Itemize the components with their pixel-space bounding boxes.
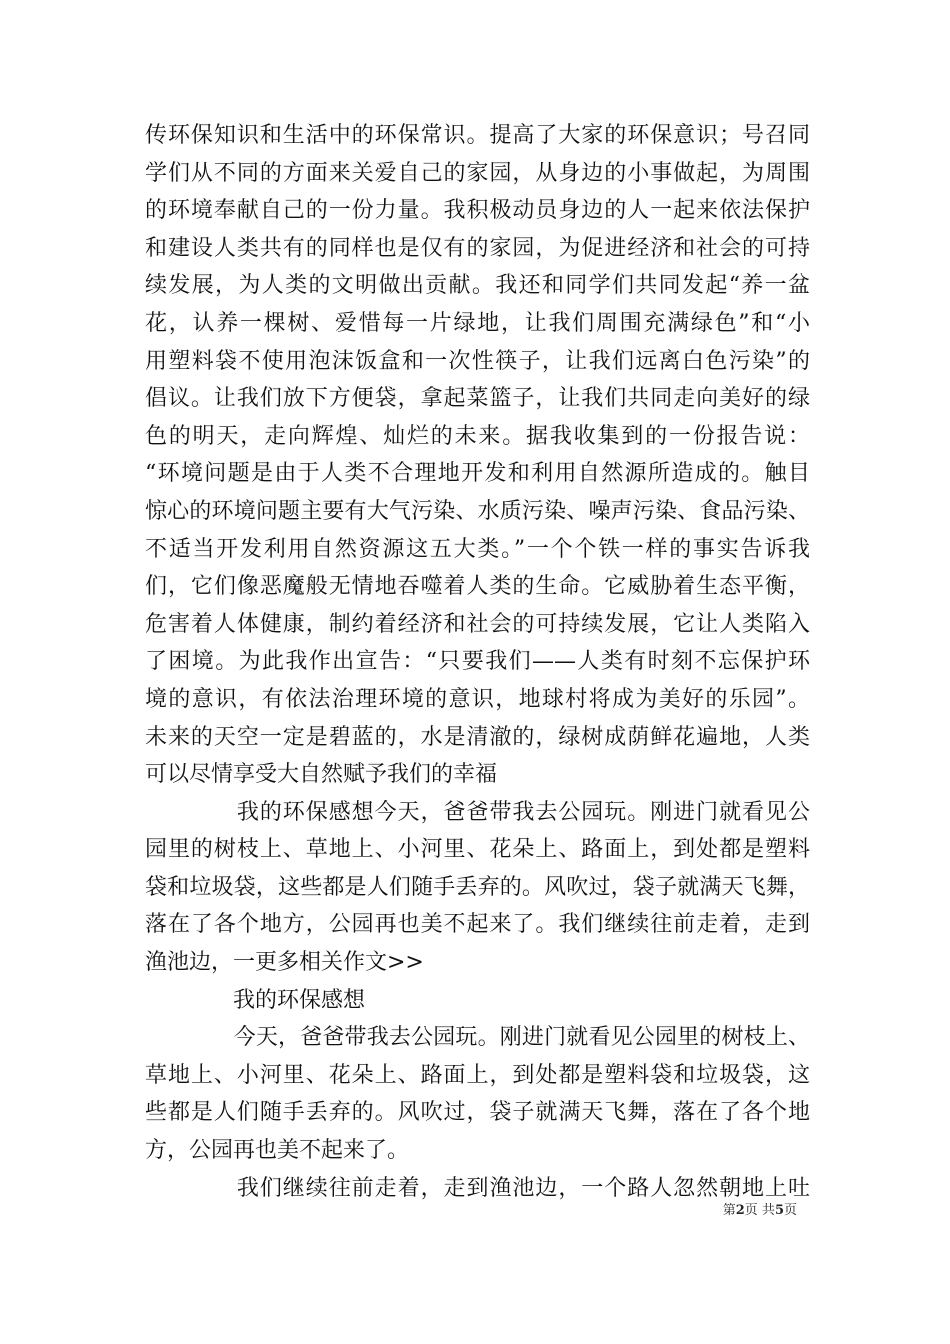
text-line: 色的明天，走向辉煌、灿烂的未来。据我收集到的一份报告说： [145, 423, 810, 449]
text-line: 未来的天空一定是碧蓝的，水是清澈的，绿树成荫鲜花遍地，人类 [145, 724, 810, 750]
page-number-prefix: 第 [722, 1203, 736, 1218]
body-text [145, 117, 810, 1207]
text-line: 危害着人体健康，制约着经济和社会的可持续发展，它让人类陷入 [145, 611, 810, 637]
page-number-middle: 页 共 [744, 1203, 775, 1218]
text-line: 我们继续往前走着，走到渔池边，一个路人忽然朝地上吐 [145, 1175, 810, 1201]
text-line: 不适当开发利用自然资源这五大类。”一个个铁一样的事实告诉我 [145, 536, 810, 562]
text-line: 些都是人们随手丢弃的。风吹过，袋子就满天飞舞，落在了各个地 [145, 1100, 810, 1126]
text-line: 的环境奉献自己的一份力量。我积极动员身边的人一起来依法保护 [145, 198, 810, 224]
text-line: 了困境。为此我作出宣告：“只要我们——人类有时刻不忘保护环 [145, 649, 810, 675]
text-line: 可以尽情享受大自然赋予我们的幸福 [145, 762, 498, 788]
text-line: 今天，爸爸带我去公园玩。刚进门就看见公园里的树枝上、 [145, 1025, 810, 1051]
text-line: 倡议。让我们放下方便袋，拿起菜篮子，让我们共同走向美好的绿 [145, 386, 810, 412]
text-line: 园里的树枝上、草地上、小河里、花朵上、路面上，到处都是塑料 [145, 837, 810, 863]
text-line: 袋和垃圾袋，这些都是人们随手丢弃的。风吹过，袋子就满天飞舞， [145, 874, 810, 900]
text-line: 我的环保感想今天，爸爸带我去公园玩。刚进门就看见公 [145, 799, 810, 825]
text-line: 境的意识，有依法治理环境的意识，地球村将成为美好的乐园”。 [145, 686, 810, 712]
text-line: 惊心的环境问题主要有大气污染、水质污染、噪声污染、食品污染、 [145, 498, 810, 524]
text-line: 落在了各个地方，公园再也美不起来了。我们继续往前走着，走到 [145, 912, 810, 938]
text-line: 用塑料袋不使用泡沫饭盒和一次性筷子，让我们远离白色污染”的 [145, 348, 810, 374]
text-line: 草地上、小河里、花朵上、路面上，到处都是塑料袋和垃圾袋，这 [145, 1062, 810, 1088]
total-page-number: 5 [774, 1203, 784, 1218]
text-line: 续发展，为人类的文明做出贡献。我还和同学们共同发起“养一盆 [145, 273, 810, 299]
text-line: “环境问题是由于人类不合理地开发和利用自然源所造成的。触目 [145, 461, 810, 487]
current-page-number: 2 [735, 1203, 745, 1218]
page-number-suffix: 页 [783, 1203, 797, 1218]
text-line: 传环保知识和生活中的环保常识。提高了大家的环保意识；号召同 [145, 123, 810, 148]
page-footer [0, 1203, 797, 1219]
text-line: 渔池边，一更多相关作文>> [145, 950, 424, 976]
text-line: 方，公园再也美不起来了。 [145, 1138, 410, 1164]
text-line: 花，认养一棵树、爱惜每一片绿地，让我们周围充满绿色”和“小 [145, 310, 810, 336]
text-line: 们，它们像恶魔般无情地吞噬着人类的生命。它威胁着生态平衡， [145, 574, 810, 600]
text-line: 和建设人类共有的同样也是仅有的家园，为促进经济和社会的可持 [145, 235, 810, 261]
text-line: 学们从不同的方面来关爱自己的家园，从身边的小事做起，为周围 [145, 160, 810, 186]
section-heading: 我的环保感想 [145, 987, 366, 1013]
